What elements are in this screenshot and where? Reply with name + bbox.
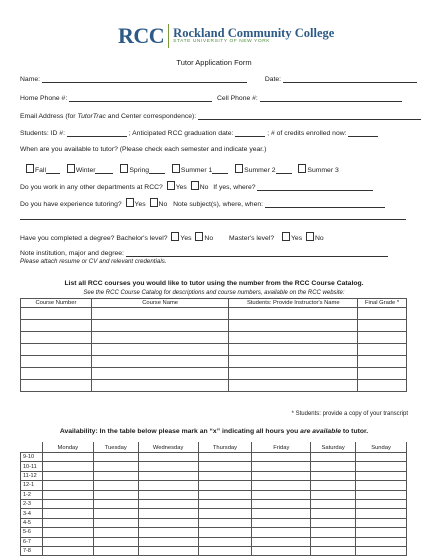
availability-cell[interactable] — [138, 509, 198, 518]
availability-cell[interactable] — [93, 499, 138, 508]
availability-cell[interactable] — [252, 537, 311, 546]
note-subjects-label: Note subject(s), where, when: — [173, 201, 264, 208]
bachelors-no-checkbox[interactable] — [195, 232, 203, 241]
table-row — [21, 308, 407, 320]
cell-phone-field[interactable] — [260, 94, 402, 102]
availability-cell[interactable] — [198, 537, 252, 546]
courses-subheading: See the RCC Course Catalog for descriptions and course numbers, available on the RCC website: — [83, 290, 345, 296]
table-cell[interactable] — [91, 308, 229, 320]
availability-cell[interactable] — [93, 537, 138, 546]
availability-header-row — [21, 443, 407, 453]
availability-cell[interactable] — [311, 509, 356, 518]
email-label: Email Address (for TutorTrac and Center correspondence): — [20, 113, 197, 120]
availability-cell[interactable] — [356, 453, 407, 462]
graduation-date-field[interactable] — [235, 129, 265, 137]
hour-label: 4-5 — [21, 518, 43, 527]
availability-cell[interactable] — [42, 518, 93, 527]
home-phone-field[interactable] — [69, 94, 212, 102]
availability-cell[interactable] — [138, 481, 198, 490]
fall-label: Fall — [35, 167, 46, 174]
availability-cell[interactable] — [356, 499, 407, 508]
hour-label: 6-7 — [21, 537, 43, 546]
availability-cell[interactable] — [93, 462, 138, 471]
table-cell[interactable] — [21, 344, 92, 356]
masters-no-label: No — [315, 235, 324, 242]
table-row — [21, 509, 407, 518]
availability-cell[interactable] — [93, 509, 138, 518]
email-field[interactable] — [198, 112, 421, 120]
availability-cell[interactable] — [93, 490, 138, 499]
availability-cell[interactable] — [356, 546, 407, 555]
availability-cell[interactable] — [252, 528, 311, 537]
college-logo — [118, 22, 334, 50]
student-id-label: Students: ID #: — [20, 130, 65, 137]
day-header: Friday — [252, 443, 311, 453]
summer1-label: Summer 1 — [180, 167, 213, 174]
winter-label: Winter — [75, 167, 96, 174]
experience-question: Do you have experience tutoring? — [20, 201, 122, 208]
availability-cell[interactable] — [252, 481, 311, 490]
table-row — [21, 528, 407, 537]
table-row — [21, 332, 407, 344]
experience-no-label: No — [158, 201, 168, 208]
transcript-footnote: * Students: provide a copy of your transcript — [291, 411, 408, 417]
other-dept-yes-checkbox[interactable] — [167, 181, 175, 190]
availability-cell[interactable] — [198, 518, 252, 527]
experience-details-field[interactable] — [265, 200, 385, 208]
availability-cell[interactable] — [138, 471, 198, 480]
day-header: Sunday — [356, 443, 407, 453]
availability-cell[interactable] — [356, 509, 407, 518]
masters-yes-label: Yes — [291, 235, 303, 242]
availability-cell[interactable] — [93, 546, 138, 555]
name-field[interactable] — [42, 75, 247, 83]
availability-heading: Availability: In the table below please mark an “x” indicating all hours you are available to tutor. — [59, 428, 369, 435]
table-cell[interactable] — [229, 320, 358, 332]
summer1-checkbox[interactable] — [172, 164, 180, 173]
hour-label: 10-11 — [21, 462, 43, 471]
availability-cell[interactable] — [252, 453, 311, 462]
table-cell[interactable] — [91, 332, 229, 344]
table-cell[interactable] — [229, 308, 358, 320]
table-cell[interactable] — [229, 356, 358, 368]
availability-cell[interactable] — [311, 546, 356, 555]
table-row — [21, 481, 407, 490]
availability-cell[interactable] — [311, 499, 356, 508]
availability-cell[interactable] — [138, 462, 198, 471]
table-cell[interactable] — [358, 380, 407, 392]
table-cell[interactable] — [358, 344, 407, 356]
winter-year-field[interactable] — [95, 166, 113, 174]
graduation-date-label: ; Anticipated RCC graduation date: — [128, 130, 234, 137]
summer3-checkbox[interactable] — [298, 164, 306, 173]
hour-label: 11-12 — [21, 471, 43, 480]
availability-cell[interactable] — [138, 546, 198, 555]
institution-field[interactable] — [126, 249, 388, 257]
day-header: Monday — [42, 443, 93, 453]
availability-cell[interactable] — [311, 462, 356, 471]
spring-year-field[interactable] — [149, 166, 165, 174]
day-header: Wednesday — [138, 443, 198, 453]
availability-cell[interactable] — [311, 518, 356, 527]
spring-checkbox[interactable] — [120, 164, 128, 173]
table-cell[interactable] — [229, 344, 358, 356]
availability-cell[interactable] — [252, 546, 311, 555]
home-phone-label: Home Phone #: — [20, 95, 68, 102]
credits-label: ; # of credits enrolled now: — [267, 130, 347, 137]
availability-cell[interactable] — [198, 462, 252, 471]
table-cell[interactable] — [91, 356, 229, 368]
logo-divider — [168, 24, 169, 48]
availability-cell[interactable] — [138, 490, 198, 499]
date-label: Date: — [264, 76, 282, 83]
summer2-checkbox[interactable] — [235, 164, 243, 173]
availability-cell[interactable] — [198, 546, 252, 555]
table-row — [21, 499, 407, 508]
availability-cell[interactable] — [252, 518, 311, 527]
table-cell[interactable] — [21, 356, 92, 368]
hour-header-corner — [21, 443, 43, 453]
table-cell[interactable] — [21, 332, 92, 344]
table-row — [21, 518, 407, 527]
experience-no-checkbox[interactable] — [150, 198, 158, 207]
availability-cell[interactable] — [93, 481, 138, 490]
availability-cell[interactable] — [138, 537, 198, 546]
availability-cell[interactable] — [311, 528, 356, 537]
college-subtitle: STATE UNIVERSITY OF NEW YORK — [173, 39, 271, 45]
experience-yes-label: Yes — [134, 201, 146, 208]
availability-cell[interactable] — [252, 490, 311, 499]
table-cell[interactable] — [358, 368, 407, 380]
semester-row — [24, 164, 339, 174]
day-header: Tuesday — [93, 443, 138, 453]
availability-cell[interactable] — [252, 471, 311, 480]
availability-cell[interactable] — [252, 509, 311, 518]
availability-cell[interactable] — [311, 537, 356, 546]
experience-details-line[interactable] — [20, 212, 406, 220]
table-cell[interactable] — [229, 332, 358, 344]
hour-label: 5-6 — [21, 528, 43, 537]
table-row — [21, 537, 407, 546]
logo-mark: RCC — [118, 23, 165, 48]
table-cell[interactable] — [91, 320, 229, 332]
bachelors-yes-checkbox[interactable] — [171, 232, 179, 241]
fall-year-field[interactable] — [46, 166, 60, 174]
masters-yes-checkbox[interactable] — [282, 232, 290, 241]
table-cell[interactable] — [358, 308, 407, 320]
availability-cell[interactable] — [198, 499, 252, 508]
courses-heading: List all RCC courses you would like to tutor using the number from the RCC Course Catalog. — [64, 280, 364, 287]
table-row — [21, 380, 407, 392]
credits-field[interactable] — [348, 129, 378, 137]
availability-cell[interactable] — [138, 518, 198, 527]
hour-label: 3-4 — [21, 509, 43, 518]
availability-cell[interactable] — [311, 471, 356, 480]
experience-yes-checkbox[interactable] — [126, 198, 134, 207]
degree-question: Have you completed a degree? Bachelor's level? — [20, 235, 168, 242]
availability-cell[interactable] — [93, 453, 138, 462]
table-cell[interactable] — [358, 320, 407, 332]
table-cell[interactable] — [91, 344, 229, 356]
table-cell[interactable] — [91, 380, 229, 392]
availability-cell[interactable] — [252, 499, 311, 508]
course-number-header: Course Number — [21, 299, 92, 308]
hour-label: 1-2 — [21, 490, 43, 499]
hour-label: 12-1 — [21, 481, 43, 490]
other-dept-yes-label: Yes — [175, 184, 187, 191]
summer2-year-field[interactable] — [276, 166, 292, 174]
availability-cell[interactable] — [93, 518, 138, 527]
availability-cell[interactable] — [42, 462, 93, 471]
hour-label: 9-10 — [21, 453, 43, 462]
availability-question: When are you available to tutor? (Please check each semester and indicate year.) — [20, 146, 267, 153]
availability-cell[interactable] — [356, 528, 407, 537]
availability-cell[interactable] — [356, 481, 407, 490]
table-cell[interactable] — [91, 368, 229, 380]
courses-table — [20, 298, 407, 392]
availability-cell[interactable] — [42, 509, 93, 518]
table-row — [21, 546, 407, 555]
bachelors-no-label: No — [204, 235, 214, 242]
availability-cell[interactable] — [252, 462, 311, 471]
availability-cell[interactable] — [138, 453, 198, 462]
table-row — [21, 462, 407, 471]
availability-cell[interactable] — [198, 481, 252, 490]
if-yes-where-label: If yes, where? — [213, 184, 256, 191]
table-cell[interactable] — [229, 368, 358, 380]
availability-cell[interactable] — [198, 453, 252, 462]
attach-resume-note: Please attach resume or CV and relevant credentials. — [20, 258, 167, 265]
table-row — [21, 490, 407, 499]
availability-cell[interactable] — [42, 528, 93, 537]
table-row — [21, 356, 407, 368]
availability-cell[interactable] — [42, 453, 93, 462]
availability-cell[interactable] — [93, 528, 138, 537]
table-row — [21, 453, 407, 462]
table-row — [21, 368, 407, 380]
summer1-year-field[interactable] — [212, 166, 228, 174]
availability-cell[interactable] — [42, 471, 93, 480]
availability-cell[interactable] — [356, 462, 407, 471]
availability-cell[interactable] — [42, 499, 93, 508]
availability-cell[interactable] — [42, 546, 93, 555]
summer3-label: Summer 3 — [307, 167, 339, 174]
other-dept-question: Do you work in any other departments at RCC? — [20, 184, 163, 191]
summer2-label: Summer 2 — [244, 167, 276, 174]
winter-checkbox[interactable] — [67, 164, 75, 173]
day-header: Saturday — [311, 443, 356, 453]
table-cell[interactable] — [21, 308, 92, 320]
availability-cell[interactable] — [198, 471, 252, 480]
spring-label: Spring — [129, 167, 150, 174]
bachelors-yes-label: Yes — [180, 235, 192, 242]
availability-cell[interactable] — [198, 490, 252, 499]
availability-cell[interactable] — [311, 453, 356, 462]
availability-cell[interactable] — [138, 528, 198, 537]
masters-no-checkbox[interactable] — [306, 232, 314, 241]
college-name: Rockland Community College — [173, 25, 335, 40]
fall-checkbox[interactable] — [26, 164, 34, 173]
table-cell[interactable] — [21, 368, 92, 380]
courses-header-row — [21, 299, 407, 308]
availability-cell[interactable] — [93, 471, 138, 480]
availability-table — [20, 442, 407, 556]
availability-cell[interactable] — [311, 490, 356, 499]
course-name-header: Course Name — [91, 299, 229, 308]
availability-cell[interactable] — [42, 537, 93, 546]
date-field[interactable] — [283, 75, 417, 83]
table-cell[interactable] — [358, 356, 407, 368]
availability-cell[interactable] — [42, 490, 93, 499]
instructor-header: Students: Provide Instructor's Name — [229, 299, 358, 308]
cell-phone-label: Cell Phone #: — [217, 95, 258, 102]
availability-cell[interactable] — [356, 490, 407, 499]
note-institution-label: Note institution, major and degree: — [20, 250, 124, 257]
other-dept-no-checkbox[interactable] — [191, 181, 199, 190]
table-cell[interactable] — [21, 380, 92, 392]
availability-cell[interactable] — [42, 481, 93, 490]
hour-label: 7-8 — [21, 546, 43, 555]
table-cell[interactable] — [358, 332, 407, 344]
final-grade-header: Final Grade * — [358, 299, 407, 308]
availability-cell[interactable] — [356, 471, 407, 480]
day-header: Thursday — [198, 443, 252, 453]
availability-cell[interactable] — [311, 481, 356, 490]
table-row — [21, 471, 407, 480]
hour-label: 2-3 — [21, 499, 43, 508]
availability-cell[interactable] — [356, 518, 407, 527]
availability-cell[interactable] — [198, 528, 252, 537]
other-dept-no-label: No — [199, 184, 209, 191]
availability-cell[interactable] — [356, 537, 407, 546]
student-id-field[interactable] — [67, 129, 127, 137]
table-row — [21, 320, 407, 332]
table-row — [21, 344, 407, 356]
form-title: Tutor Application Form — [176, 58, 252, 67]
table-cell[interactable] — [21, 320, 92, 332]
table-cell[interactable] — [229, 380, 358, 392]
masters-label: Master's level? — [229, 235, 275, 242]
availability-cell[interactable] — [198, 509, 252, 518]
name-label: Name: — [20, 76, 41, 83]
availability-cell[interactable] — [138, 499, 198, 508]
other-dept-where-field[interactable] — [257, 183, 373, 191]
